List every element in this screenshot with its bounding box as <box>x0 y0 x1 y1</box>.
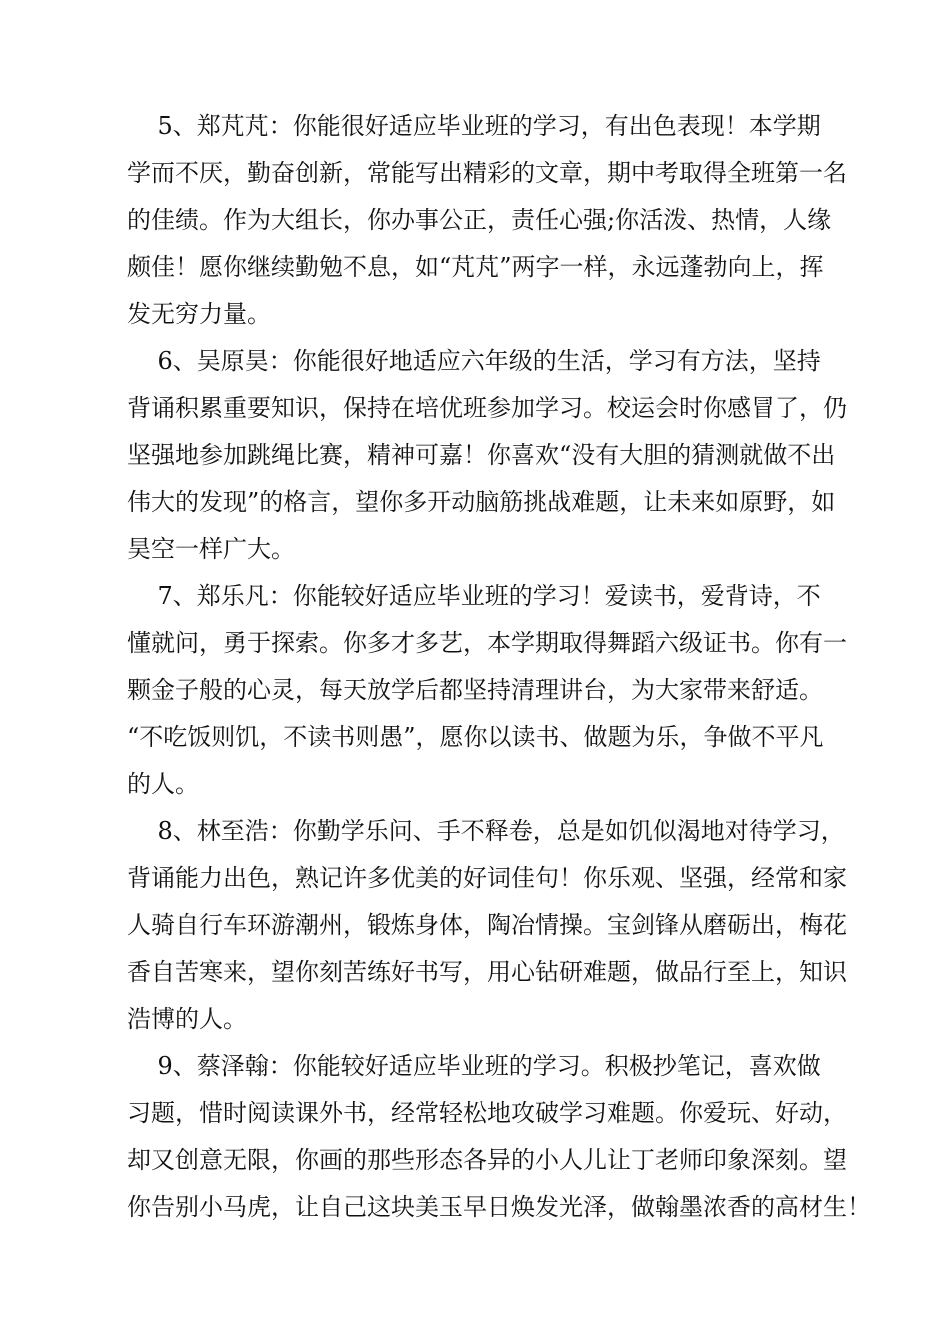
text-line: 的佳绩。作为大组长，你办事公正，责任心强;你活泼、热情，人缘 <box>127 206 832 234</box>
paragraph-8 <box>127 808 847 1043</box>
text-line: 发无穷力量。 <box>127 300 271 328</box>
text-line: 背诵能力出色，熟记许多优美的好词佳句！你乐观、坚强，经常和家 <box>127 864 847 892</box>
document-body <box>127 103 871 1231</box>
text-line: 9、蔡泽翰：你能较好适应毕业班的学习。积极抄笔记，喜欢做 <box>127 1052 821 1080</box>
text-line: 5、郑芃芃：你能很好适应毕业班的学习，有出色表现！本学期 <box>127 112 821 140</box>
text-line: 颇佳！愿你继续勤勉不息，如“芃芃”两字一样，永远蓬勃向上，挥 <box>127 253 824 281</box>
paragraph-6 <box>127 338 847 573</box>
text-line: 伟大的发现”的格言，望你多开动脑筋挑战难题，让未来如原野，如 <box>127 488 836 516</box>
text-line: 8、林至浩：你勤学乐问、手不释卷，总是如饥似渴地对待学习， <box>127 817 845 845</box>
paragraph-7 <box>127 573 847 808</box>
text-line: 颗金子般的心灵，每天放学后都坚持清理讲台，为大家带来舒适。 <box>127 676 823 704</box>
text-line: “不吃饭则饥，不读书则愚”，愿你以读书、做题为乐，争做不平凡 <box>127 723 824 751</box>
text-line: 学而不厌，勤奋创新，常能写出精彩的文章，期中考取得全班第一名 <box>127 159 847 187</box>
text-line: 浩博的人。 <box>127 1005 247 1033</box>
text-line: 你告别小马虎，让自己这块美玉早日焕发光泽，做翰墨浓香的高材生！ <box>127 1193 871 1221</box>
text-line: 昊空一样广大。 <box>127 535 295 563</box>
text-line: 坚强地参加跳绳比赛，精神可嘉！你喜欢“没有大胆的猜测就做不出 <box>127 441 836 469</box>
text-line: 6、吴原昊：你能很好地适应六年级的生活，学习有方法，坚持 <box>127 347 821 375</box>
paragraph-9 <box>127 1043 871 1231</box>
paragraph-5 <box>127 103 847 338</box>
text-line: 的人。 <box>127 770 199 798</box>
text-line: 习题，惜时阅读课外书，经常轻松地攻破学习难题。你爱玩、好动， <box>127 1099 847 1127</box>
text-line: 却又创意无限，你画的那些形态各异的小人儿让丁老师印象深刻。望 <box>127 1146 847 1174</box>
text-line: 背诵积累重要知识，保持在培优班参加学习。校运会时你感冒了，仍 <box>127 394 847 422</box>
text-line: 人骑自行车环游潮州，锻炼身体，陶冶情操。宝剑锋从磨砺出，梅花 <box>127 911 847 939</box>
text-line: 香自苦寒来，望你刻苦练好书写，用心钻研难题，做品行至上，知识 <box>127 958 847 986</box>
text-line: 懂就问，勇于探索。你多才多艺，本学期取得舞蹈六级证书。你有一 <box>127 629 847 657</box>
text-line: 7、郑乐凡：你能较好适应毕业班的学习！爱读书，爱背诗，不 <box>127 582 821 610</box>
